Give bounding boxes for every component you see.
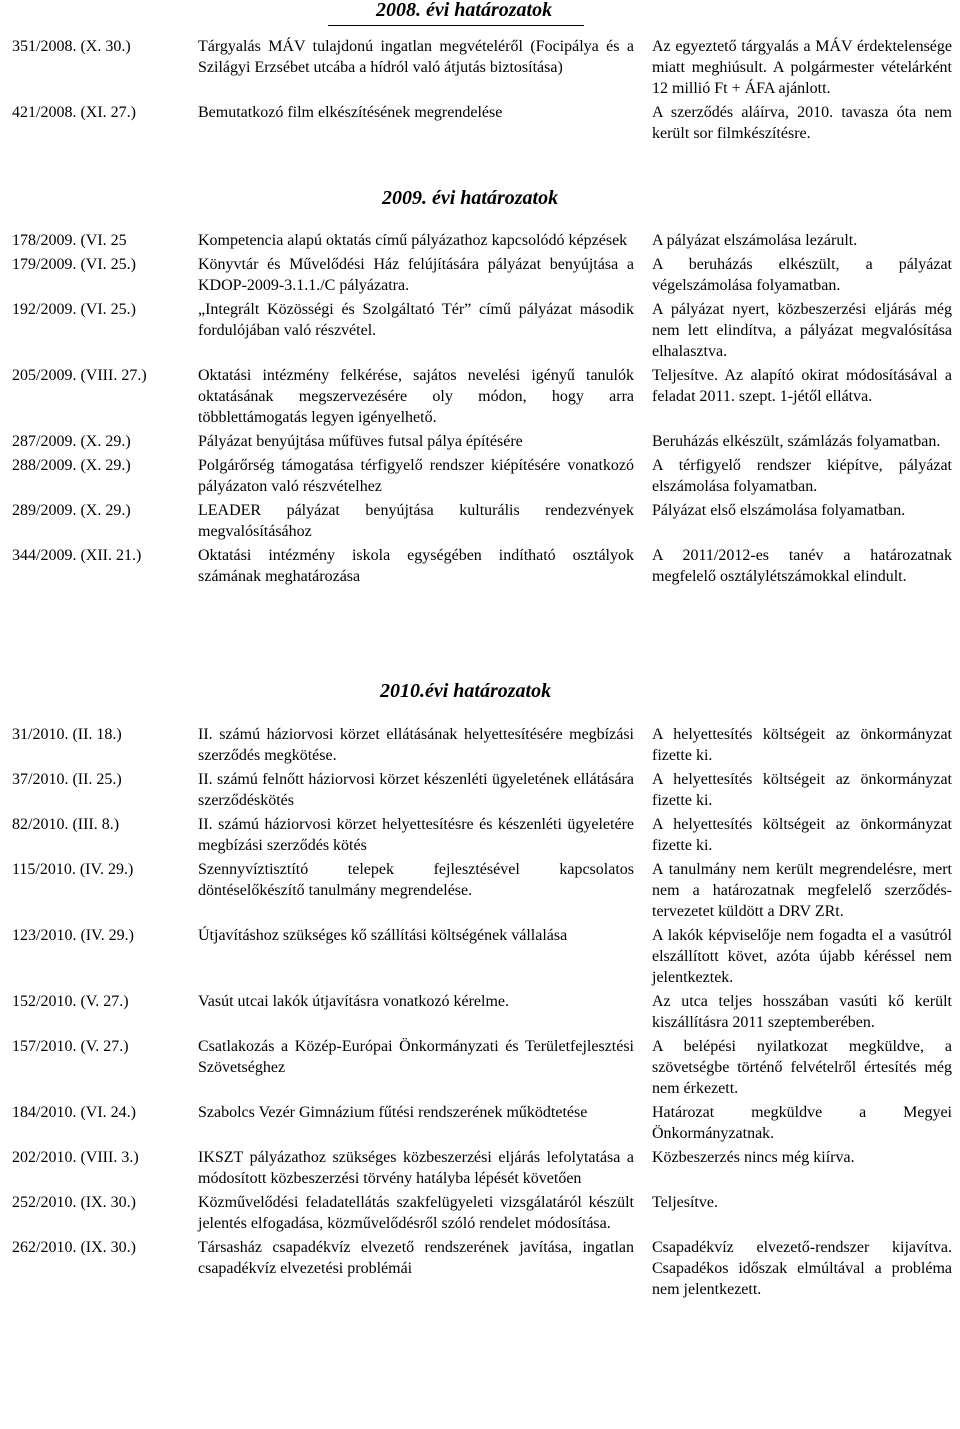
table-row (12, 1036, 952, 1102)
resolution-number: 179/2009. (VI. 25.) (12, 256, 136, 273)
resolution-number: 288/2009. (X. 29.) (12, 457, 131, 474)
resolution-subject: II. számú felnőtt háziorvosi körzet készenléti ügyeletének ellátására szerződéskötés (198, 771, 634, 809)
table-row (12, 500, 952, 545)
table-row (12, 991, 952, 1036)
resolution-subject: Szabolcs Vezér Gimnázium fűtési rendszerének működtetése (198, 1104, 588, 1121)
table-row (12, 814, 952, 859)
resolution-subject: Könyvtár és Művelődési Ház felújítására pályázat benyújtása a KDOP-2009-3.1.1./C pályázatra. (198, 256, 634, 294)
resolution-number: 421/2008. (XI. 27.) (12, 104, 136, 121)
resolution-status: Közbeszerzés nincs még kiírva. (652, 1149, 855, 1166)
resolution-status: A helyettesítés költségeit az önkormányzat fizette ki. (652, 771, 952, 809)
resolution-status: A lakók képviselője nem fogadta el a vasútról elszállított követ, azóta újabb kéréssel nem jelentkeztek. (652, 927, 952, 986)
table-row (12, 724, 952, 769)
table-row (12, 545, 952, 590)
resolution-number: 344/2009. (XII. 21.) (12, 547, 142, 564)
resolution-subject: Bemutatkozó film elkészítésének megrendelése (198, 104, 503, 121)
resolution-subject: II. számú háziorvosi körzet helyettesítésre és készenléti ügyeletére megbízási szerződés kötés (198, 816, 634, 854)
resolution-number: 205/2009. (VIII. 27.) (12, 367, 147, 384)
resolution-status: A térfigyelő rendszer kiépítve, pályázat elszámolása folyamatban. (652, 457, 952, 495)
table-row (12, 1102, 952, 1147)
resolution-status: A belépési nyilatkozat megküldve, a szövetségbe történő felvételről értesítés még nem érkezett. (652, 1038, 952, 1097)
resolution-number: 262/2010. (IX. 30.) (12, 1239, 136, 1256)
table-row (12, 299, 952, 365)
resolution-number: 184/2010. (VI. 24.) (12, 1104, 136, 1121)
section-title-2010: 2010.évi határozatok (380, 680, 552, 702)
table-row (12, 1147, 952, 1192)
resolution-status: A 2011/2012-es tanév a határozatnak megfelelő osztálylétszámokkal elindult. (652, 547, 952, 585)
resolution-subject: Csatlakozás a Közép-Európai Önkormányzati és Területfejlesztési Szövetséghez (198, 1038, 634, 1076)
resolution-number: 252/2010. (IX. 30.) (12, 1194, 136, 1211)
table-row (12, 36, 952, 102)
table-row (12, 254, 952, 299)
resolution-status: A pályázat elszámolása lezárult. (652, 232, 858, 249)
resolution-number: 82/2010. (III. 8.) (12, 816, 120, 833)
resolution-subject: Pályázat benyújtása műfüves futsal pálya építésére (198, 433, 523, 450)
resolution-status: A helyettesítés költségeit az önkormányzat fizette ki. (652, 816, 952, 854)
top-rule (328, 25, 584, 26)
table-row (12, 925, 952, 991)
resolution-subject: Közművelődési feladatellátás szakfelügyeleti vizsgálatáról készült jelentés elfogadása, közművelődésről szóló rendelet módosítása. (198, 1194, 634, 1232)
table-row (12, 102, 952, 147)
resolution-subject: Polgárőrség támogatása térfigyelő rendszer kiépítésére vonatkozó pályázaton való részvételhez (198, 457, 634, 495)
resolution-status: Pályázat első elszámolása folyamatban. (652, 502, 906, 519)
resolution-status: A szerződés aláírva, 2010. tavasza óta nem került sor filmkészítésre. (652, 104, 952, 142)
table-row (12, 230, 952, 254)
resolution-status: Teljesítve. Az alapító okirat módosításával a feladat 2011. szept. 1-jétől ellátva. (652, 367, 952, 405)
table-row (12, 1192, 952, 1237)
resolution-number: 123/2010. (IV. 29.) (12, 927, 134, 944)
table-row (12, 431, 952, 455)
resolution-subject: II. számú háziorvosi körzet ellátásának helyettesítésére megbízási szerződés megkötése. (198, 726, 634, 764)
resolution-subject: IKSZT pályázathoz szükséges közbeszerzési eljárás lefolytatása a módosított közbeszerzési törvény hatályba lépését követően (198, 1149, 634, 1187)
resolution-status: Az utca teljes hosszában vasúti kő került kiszállításra 2011 szeptemberében. (652, 993, 952, 1031)
resolution-status: Beruházás elkészült, számlázás folyamatban. (652, 433, 941, 450)
resolution-status: A tanulmány nem került megrendelésre, mert nem a határozatnak megfelelő szerződés-tervezetet küldött a DRV ZRt. (652, 861, 952, 920)
resolution-subject: Szennyvíztisztító telepek fejlesztésével kapcsolatos döntéselőkészítő tanulmány megrendelése. (198, 861, 634, 899)
resolution-status: Csapadékvíz elvezető-rendszer kijavítva. Csapadékos időszak elmúltával a probléma nem jelentkezett. (652, 1239, 952, 1298)
resolution-status: A beruházás elkészült, a pályázat végelszámolása folyamatban. (652, 256, 952, 294)
section-title-2009: 2009. évi határozatok (382, 187, 559, 209)
resolution-number: 192/2009. (VI. 25.) (12, 301, 136, 318)
resolution-number: 289/2009. (X. 29.) (12, 502, 131, 519)
table-row (12, 859, 952, 925)
resolution-subject: Oktatási intézmény iskola egységében indítható osztályok számának meghatározása (198, 547, 634, 585)
resolution-status: Az egyeztető tárgyalás a MÁV érdektelensége miatt meghiúsult. A polgármester vételárként 12 millió Ft + ÁFA ajánlott. (652, 38, 952, 97)
resolution-subject: Tárgyalás MÁV tulajdonú ingatlan megvételéről (Focipálya és a Szilágyi Erzsébet utcába a hídról való átjutás biztosítása) (198, 38, 634, 76)
resolution-status: A pályázat nyert, közbeszerzési eljárás még nem lett elindítva, a pályázat megvalósítása elhalasztva. (652, 301, 952, 360)
resolution-number: 152/2010. (V. 27.) (12, 993, 129, 1010)
resolution-number: 351/2008. (X. 30.) (12, 38, 131, 55)
resolution-subject: „Integrált Közösségi és Szolgáltató Tér” című pályázat második fordulójában való részvétel. (198, 301, 634, 339)
section-title-2008: 2008. évi határozatok (376, 0, 553, 21)
table-2010 (12, 724, 952, 1303)
resolution-number: 115/2010. (IV. 29.) (12, 861, 134, 878)
resolution-number: 287/2009. (X. 29.) (12, 433, 131, 450)
resolution-subject: Útjavításhoz szükséges kő szállítási költségének vállalása (198, 927, 568, 944)
resolution-number: 157/2010. (V. 27.) (12, 1038, 129, 1055)
resolution-subject: Kompetencia alapú oktatás című pályázathoz kapcsolódó képzések (198, 232, 628, 249)
table-row (12, 455, 952, 500)
resolution-subject: Vasút utcai lakók útjavításra vonatkozó kérelme. (198, 993, 510, 1010)
table-row (12, 1237, 952, 1303)
resolution-number: 202/2010. (VIII. 3.) (12, 1149, 139, 1166)
resolution-number: 31/2010. (II. 18.) (12, 726, 122, 743)
table-2009 (12, 230, 952, 590)
table-row (12, 365, 952, 431)
resolution-status: Teljesítve. (652, 1194, 718, 1211)
resolution-subject: LEADER pályázat benyújtása kulturális rendezvények megvalósításához (198, 502, 634, 540)
resolution-subject: Társasház csapadékvíz elvezető rendszerének javítása, ingatlan csapadékvíz elvezetési problémái (198, 1239, 634, 1277)
resolution-number: 178/2009. (VI. 25 (12, 232, 127, 249)
table-row (12, 769, 952, 814)
resolution-status: Határozat megküldve a Megyei Önkormányzatnak. (652, 1104, 952, 1142)
table-2008 (12, 36, 952, 147)
resolution-subject: Oktatási intézmény felkérése, sajátos nevelési igényű tanulók oktatásának megszervezésére oly módon, hogy arra többlettámogatás legyen igényelhető. (198, 367, 634, 426)
resolution-number: 37/2010. (II. 25.) (12, 771, 122, 788)
resolution-status: A helyettesítés költségeit az önkormányzat fizette ki. (652, 726, 952, 764)
